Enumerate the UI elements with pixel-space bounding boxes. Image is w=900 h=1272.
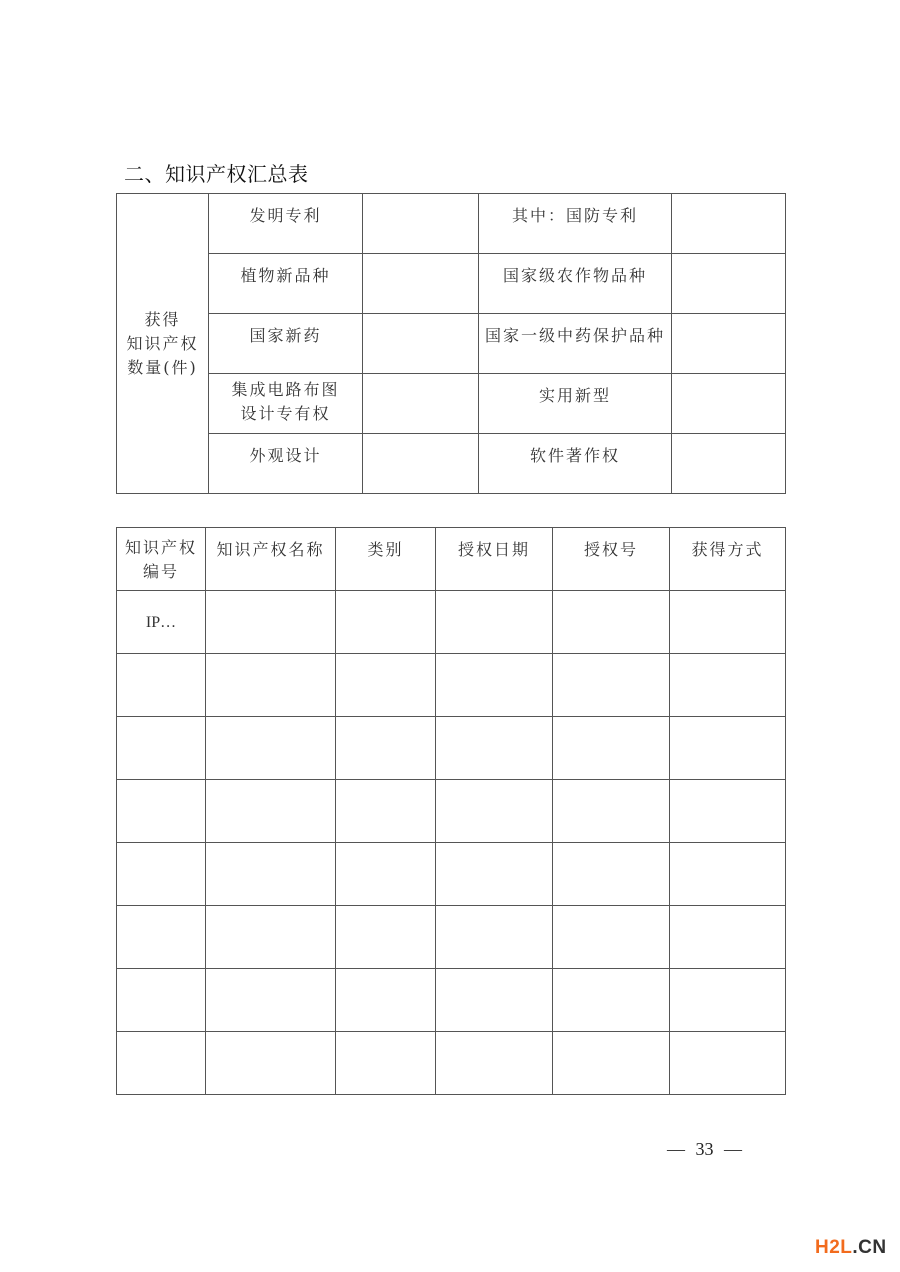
row-header-line: 数量(件) [127,357,198,377]
summary-row [117,434,786,494]
table-row [117,906,786,969]
label-invention-patent: 发明专利 [209,194,363,254]
cell-ip-number[interactable] [117,906,206,969]
header-line: 编号 [142,562,179,581]
cell-ip-name[interactable] [206,906,336,969]
table-row [117,717,786,780]
value-defense-patent[interactable] [672,194,786,254]
header-acquisition-method: 获得方式 [670,528,786,591]
cell-grant-date[interactable] [436,591,553,654]
cell-acquisition-method[interactable] [670,591,786,654]
label-software-copyright: 软件著作权 [479,434,672,494]
cell-ip-number[interactable]: IP… [117,591,206,654]
table-row [117,843,786,906]
cell-grant-number[interactable] [553,717,670,780]
cell-ip-number[interactable] [117,780,206,843]
cell-ip-number[interactable] [117,654,206,717]
cell-grant-date[interactable] [436,654,553,717]
cell-acquisition-method[interactable] [670,843,786,906]
cell-acquisition-method[interactable] [670,1032,786,1095]
label-line: 设计专有权 [240,404,331,423]
cell-ip-number[interactable] [117,717,206,780]
header-category: 类别 [336,528,436,591]
section-title: 二、知识产权汇总表 [124,162,309,186]
label-ic-layout-design [209,374,363,434]
table-row [117,591,786,654]
cell-ip-number[interactable] [117,843,206,906]
watermark-logo [815,1237,887,1259]
cell-category[interactable] [336,843,436,906]
cell-grant-date[interactable] [436,1032,553,1095]
watermark-brand: H2L [815,1237,853,1258]
value-plant-variety[interactable] [363,254,479,314]
cell-grant-date[interactable] [436,906,553,969]
value-ic-layout-design[interactable] [363,374,479,434]
cell-category[interactable] [336,906,436,969]
cell-acquisition-method[interactable] [670,906,786,969]
cell-ip-name[interactable] [206,780,336,843]
value-tcm-protected-variety[interactable] [672,314,786,374]
label-utility-model: 实用新型 [479,374,672,434]
page-number: — 33 — [667,1139,742,1159]
cell-grant-date[interactable] [436,969,553,1032]
cell-category[interactable] [336,969,436,1032]
value-utility-model[interactable] [672,374,786,434]
value-design-patent[interactable] [363,434,479,494]
cell-acquisition-method[interactable] [670,654,786,717]
label-design-patent: 外观设计 [209,434,363,494]
cell-category[interactable] [336,654,436,717]
ip-summary-table [116,193,786,494]
cell-ip-name[interactable] [206,1032,336,1095]
cell-grant-number[interactable] [553,843,670,906]
cell-grant-number[interactable] [553,906,670,969]
value-invention-patent[interactable] [363,194,479,254]
cell-grant-number[interactable] [553,654,670,717]
table-row [117,1032,786,1095]
row-header-line: 知识产权 [126,333,199,353]
header-ip-number [117,528,206,591]
summary-row [117,314,786,374]
value-national-new-drug[interactable] [363,314,479,374]
cell-category[interactable] [336,717,436,780]
cell-ip-name[interactable] [206,969,336,1032]
summary-row [117,194,786,254]
header-ip-name: 知识产权名称 [206,528,336,591]
label-national-crop-variety: 国家级农作物品种 [479,254,672,314]
cell-grant-date[interactable] [436,780,553,843]
cell-acquisition-method[interactable] [670,969,786,1032]
header-line: 知识产权 [124,538,197,557]
table-row [117,969,786,1032]
summary-row [117,374,786,434]
cell-category[interactable] [336,780,436,843]
table-row [117,780,786,843]
label-national-new-drug: 国家新药 [209,314,363,374]
cell-grant-date[interactable] [436,717,553,780]
label-tcm-protected-variety: 国家一级中药保护品种 [479,314,672,374]
label-plant-variety: 植物新品种 [209,254,363,314]
cell-ip-name[interactable] [206,654,336,717]
table-header-row [117,528,786,591]
table-row [117,654,786,717]
cell-category[interactable] [336,591,436,654]
cell-ip-name[interactable] [206,717,336,780]
cell-ip-name[interactable] [206,843,336,906]
value-software-copyright[interactable] [672,434,786,494]
cell-acquisition-method[interactable] [670,717,786,780]
label-defense-patent: 其中：国防专利 [479,194,672,254]
cell-grant-number[interactable] [553,780,670,843]
watermark-tld: .CN [852,1237,887,1258]
cell-grant-number[interactable] [553,591,670,654]
label-line: 集成电路布图 [231,380,340,399]
cell-acquisition-method[interactable] [670,780,786,843]
cell-grant-number[interactable] [553,1032,670,1095]
value-national-crop-variety[interactable] [672,254,786,314]
cell-grant-date[interactable] [436,843,553,906]
cell-grant-number[interactable] [553,969,670,1032]
cell-ip-number[interactable] [117,969,206,1032]
ip-detail-table [116,527,786,1095]
cell-category[interactable] [336,1032,436,1095]
cell-ip-name[interactable] [206,591,336,654]
row-header-line: 获得 [144,309,181,329]
header-grant-date: 授权日期 [436,528,553,591]
header-grant-number: 授权号 [553,528,670,591]
ip-count-row-header [117,194,209,494]
summary-row [117,254,786,314]
cell-ip-number[interactable] [117,1032,206,1095]
